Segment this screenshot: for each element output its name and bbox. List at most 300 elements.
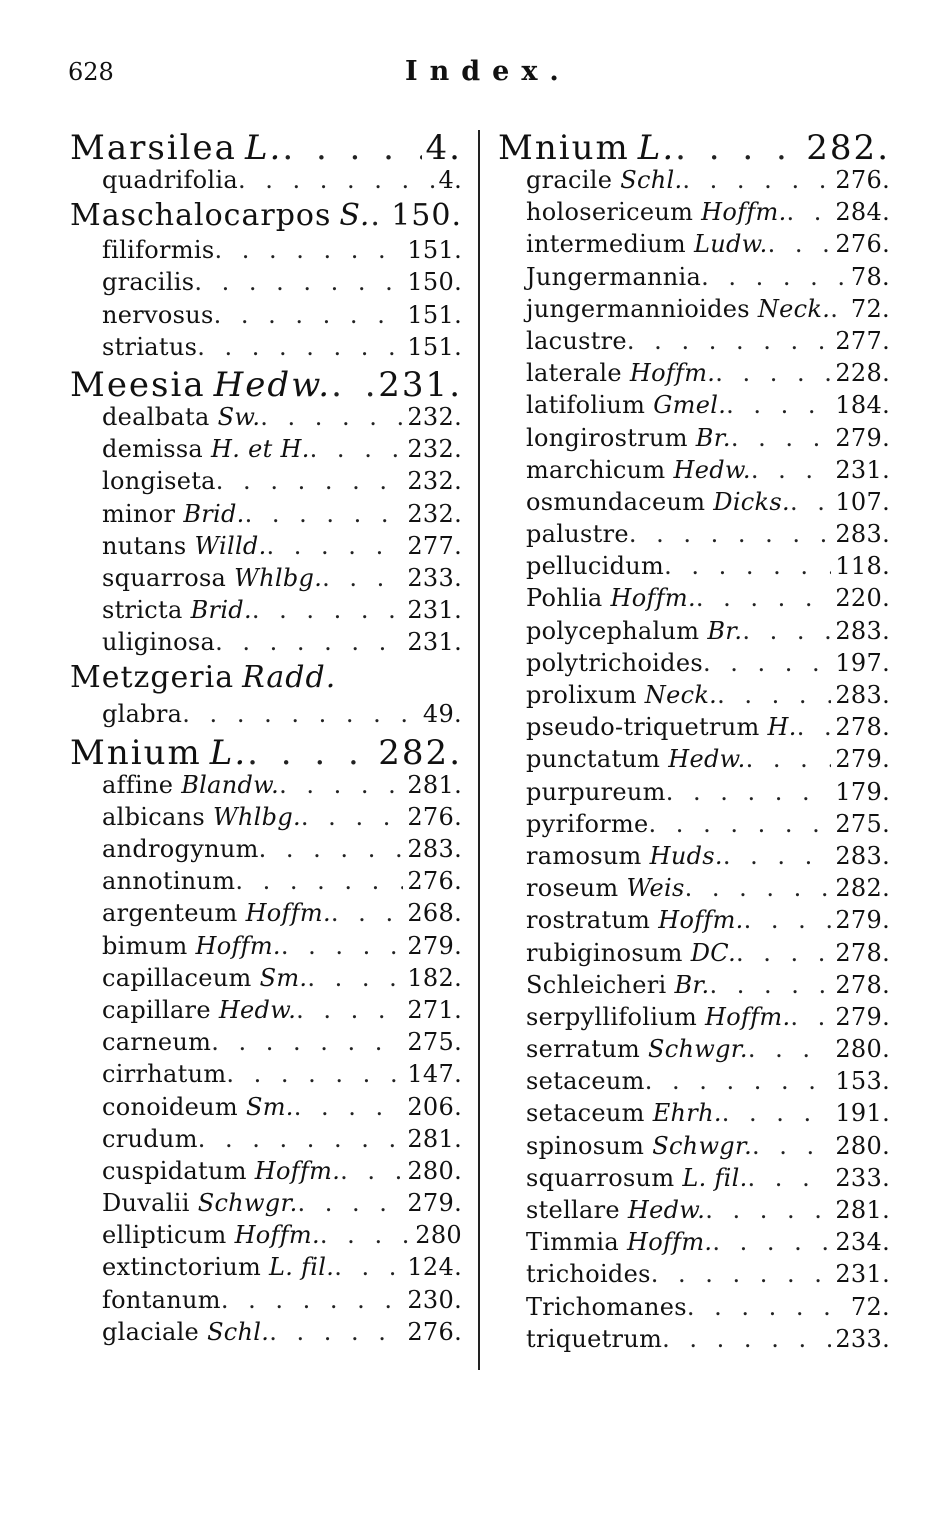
leader-dots: [736, 939, 831, 967]
leader-dots: [664, 552, 831, 580]
entry-author: Willd.: [194, 531, 267, 560]
leader-dots: [294, 1093, 404, 1121]
entry-page-ref: 232.: [407, 467, 462, 496]
entry-page-ref: 271.: [407, 995, 462, 1024]
leader-dots: [722, 1099, 832, 1127]
entry-author: L.: [244, 128, 283, 166]
leader-dots: [245, 500, 404, 528]
entry-name: Metzgeria: [70, 660, 235, 696]
entry-name: gracilis: [102, 268, 195, 297]
leader-dots: [370, 198, 387, 233]
entry-name: longirostrum: [526, 423, 688, 452]
entry-name: laterale: [526, 359, 622, 388]
entry-page-ref: 279.: [835, 423, 890, 452]
entry-name: annotinum: [102, 867, 236, 896]
entry-name: filiformis: [102, 236, 215, 265]
species-entry: [498, 488, 890, 520]
entry-page-ref: 278.: [835, 938, 890, 967]
species-entry: [70, 700, 462, 732]
entry-page-ref: 191.: [835, 1099, 890, 1128]
species-entry: [498, 1132, 890, 1164]
species-entry: [498, 617, 890, 649]
leader-dots: [748, 1035, 832, 1063]
leader-dots: [267, 532, 404, 560]
leader-dots: [331, 365, 374, 403]
species-entry: [70, 268, 462, 300]
entry-author: L.: [637, 128, 676, 166]
leader-dots: [790, 488, 831, 516]
leader-dots: [703, 649, 831, 677]
entry-author: Brid.: [183, 499, 245, 528]
entry-page-ref: 277.: [835, 326, 890, 355]
leader-dots: [768, 230, 832, 258]
species-entry: [498, 1325, 890, 1357]
leader-dots: [281, 932, 404, 960]
species-entry: [70, 1060, 462, 1092]
species-entry: [498, 1293, 890, 1325]
species-entry: [498, 359, 890, 391]
entry-name: spinosum: [526, 1131, 645, 1160]
entry-page-ref: 281.: [407, 1124, 462, 1153]
leader-dots: [259, 835, 404, 863]
entry-author: H. et H.: [211, 435, 310, 464]
entry-author: Br.: [674, 970, 710, 999]
entry-name: rubiginosum: [526, 938, 683, 967]
entry-name: Pohlia: [526, 584, 603, 613]
leader-dots: [221, 1286, 404, 1314]
entry-page-ref: 147.: [407, 1060, 462, 1089]
entry-page-ref: 276.: [407, 1317, 462, 1346]
entry-page-ref: 118.: [835, 552, 890, 581]
entry-name: osmundaceum: [526, 487, 706, 516]
species-entry: [498, 295, 890, 327]
entry-author: Hoffm.: [254, 1156, 341, 1185]
entry-name: setaceum: [526, 1067, 645, 1096]
species-entry: [70, 166, 462, 198]
entry-author: Weis: [626, 874, 685, 903]
entry-page-ref: 280.: [835, 1131, 890, 1160]
entry-page-ref: 78.: [850, 262, 890, 291]
entry-name: affine: [102, 770, 174, 799]
species-entry: [70, 1028, 462, 1060]
genus-entry: [70, 198, 462, 236]
species-entry: [70, 532, 462, 564]
species-entry: [498, 456, 890, 488]
entry-name: palustre: [526, 520, 629, 549]
species-entry: [498, 520, 890, 552]
leader-dots: [235, 867, 403, 895]
leader-dots: [340, 1157, 403, 1185]
species-entry: [70, 333, 462, 365]
leader-dots: [712, 1228, 831, 1256]
entry-page-ref: 4.: [425, 128, 462, 166]
leader-dots: [282, 128, 421, 166]
leader-dots: [717, 681, 831, 709]
species-entry: [498, 1035, 890, 1067]
leader-dots: [320, 1221, 411, 1249]
leader-dots: [742, 617, 831, 645]
entry-page-ref: 197.: [835, 648, 890, 677]
entry-name: trichoides: [526, 1260, 651, 1289]
species-entry: [70, 1253, 462, 1285]
species-entry: [70, 1093, 462, 1125]
species-entry: [70, 596, 462, 628]
entry-author: Schwgr.: [648, 1035, 748, 1064]
entry-page-ref: 72.: [850, 1292, 890, 1321]
entry-name: gracile: [526, 166, 613, 194]
leader-dots: [216, 467, 404, 495]
leader-dots: [215, 628, 403, 656]
entry-page-ref: 284.: [835, 198, 890, 227]
leader-dots: [696, 584, 831, 612]
entry-page-ref: 276.: [835, 166, 890, 194]
entry-author: S.: [339, 198, 371, 234]
entry-page-ref: 151.: [407, 332, 462, 361]
species-entry: [70, 1318, 462, 1350]
species-entry: [498, 391, 890, 423]
species-entry: [498, 810, 890, 842]
entry-page-ref: 279.: [835, 1002, 890, 1031]
entry-author: Hoffm.: [658, 906, 744, 935]
entry-name: glabra: [102, 700, 183, 729]
genus-entry: [498, 128, 890, 166]
entry-author: Hoffm.: [705, 1002, 791, 1031]
species-entry: [498, 1067, 890, 1099]
entry-name: squarrosa: [102, 563, 227, 592]
entry-name: bimum: [102, 931, 188, 960]
leader-dots: [307, 964, 403, 992]
leader-dots: [662, 1325, 831, 1353]
entry-page-ref: 231.: [407, 628, 462, 657]
entry-author: Br.: [707, 616, 743, 645]
species-entry: [70, 467, 462, 499]
entry-name: striatus: [102, 332, 198, 361]
entry-author: Hedw.: [668, 745, 746, 774]
species-entry: [70, 1189, 462, 1221]
entry-author: Hedw.: [213, 364, 332, 403]
species-entry: [498, 1099, 890, 1131]
leader-dots: [198, 1125, 404, 1153]
entry-author: Ehrh.: [652, 1099, 722, 1128]
leader-dots: [787, 198, 832, 226]
entry-author: Sm.: [259, 963, 308, 992]
genus-entry: [70, 733, 462, 771]
entry-name: capillaceum: [102, 963, 252, 992]
species-entry: [70, 1286, 462, 1318]
index-column-right: [498, 128, 890, 1357]
species-entry: [498, 649, 890, 681]
leader-dots: [645, 1067, 832, 1095]
entry-name: Jungermannia: [526, 262, 702, 291]
leader-dots: [279, 771, 403, 799]
species-entry: [498, 552, 890, 584]
entry-name: holosericeum: [526, 198, 694, 227]
entry-name: longiseta: [102, 467, 216, 496]
column-divider: [478, 130, 480, 1370]
leader-dots: [649, 810, 832, 838]
species-entry: [498, 166, 890, 198]
entry-author: Ludw.: [693, 230, 768, 259]
leader-dots: [830, 295, 847, 323]
entry-name: cirrhatum: [102, 1060, 227, 1089]
leader-dots: [666, 778, 832, 806]
species-entry: [498, 230, 890, 262]
species-entry: [70, 236, 462, 268]
genus-entry: [70, 365, 462, 403]
leader-dots: [687, 1293, 847, 1321]
entry-name: punctatum: [526, 745, 661, 774]
leader-dots: [744, 906, 832, 934]
species-entry: [70, 435, 462, 467]
species-entry: [498, 1003, 890, 1035]
entry-author: Gmel.: [653, 391, 727, 420]
entry-author: Hedw.: [218, 995, 297, 1024]
entry-name: conoideum: [102, 1092, 238, 1121]
species-entry: [498, 1196, 890, 1228]
entry-name: Duvalii: [102, 1189, 190, 1218]
entry-name: rostratum: [526, 906, 651, 935]
species-entry: [498, 681, 890, 713]
entry-page-ref: 275.: [835, 809, 890, 838]
entry-page-ref: 230.: [407, 1285, 462, 1314]
entry-name: squarrosum: [526, 1163, 675, 1192]
entry-name: roseum: [526, 874, 619, 903]
entry-page-ref: 277.: [407, 531, 462, 560]
entry-name: demissa: [102, 435, 204, 464]
entry-author: Schwgr.: [197, 1189, 298, 1218]
leader-dots: [260, 403, 403, 431]
entry-name: purpureum: [526, 777, 666, 806]
entry-name: crudum: [102, 1124, 198, 1153]
entry-page-ref: 184.: [835, 391, 890, 420]
species-entry: [70, 1221, 462, 1253]
leader-dots: [651, 1260, 832, 1288]
species-entry: [498, 327, 890, 359]
entry-name: triquetrum: [526, 1324, 663, 1353]
page-number: 628: [68, 58, 114, 86]
leader-dots: [701, 263, 847, 291]
entry-page-ref: 232.: [407, 499, 462, 528]
species-entry: [498, 745, 890, 777]
entry-page-ref: 124.: [407, 1253, 462, 1282]
entry-page-ref: 282.: [378, 732, 462, 771]
entry-name: ellipticum: [102, 1221, 227, 1250]
entry-name: latifolium: [526, 391, 646, 420]
leader-dots: [214, 236, 403, 264]
entry-name: Maschalocarpos: [70, 198, 332, 234]
leader-dots: [226, 1060, 403, 1088]
species-entry: [70, 301, 462, 333]
leader-dots: [731, 424, 832, 452]
entry-name: Trichomanes: [526, 1292, 687, 1321]
leader-dots: [723, 842, 832, 870]
entry-page-ref: 278.: [835, 970, 890, 999]
entry-name: polytrichoides: [526, 648, 703, 677]
entry-page-ref: 233.: [835, 1324, 890, 1353]
entry-author: Hoffm.: [629, 359, 716, 388]
entry-page-ref: 72.: [850, 294, 890, 323]
entry-page-ref: 283.: [835, 681, 890, 709]
species-entry: [498, 971, 890, 1003]
entry-page-ref: 220.: [835, 584, 890, 613]
leader-dots: [629, 520, 832, 548]
entry-page-ref: 150.: [391, 198, 462, 234]
entry-author: H.: [767, 713, 797, 742]
entry-page-ref: 228.: [835, 359, 890, 388]
species-entry: [498, 939, 890, 971]
entry-page-ref: 107.: [835, 487, 890, 516]
leader-dots: [751, 456, 832, 484]
entry-page-ref: 231.: [407, 596, 462, 625]
entry-author: Hoffm.: [234, 1221, 320, 1250]
entry-author: DC.: [690, 938, 737, 967]
entry-name: Meesia: [70, 364, 206, 403]
leader-dots: [322, 564, 403, 592]
species-entry: [498, 198, 890, 230]
leader-dots: [682, 166, 831, 194]
species-entry: [498, 1260, 890, 1292]
entry-name: marchicum: [526, 455, 666, 484]
entry-author: Dicks.: [713, 487, 790, 516]
entry-page-ref: 283.: [407, 835, 462, 863]
entry-name: stricta: [102, 596, 183, 625]
entry-page-ref: 279.: [835, 745, 890, 774]
species-entry: [70, 500, 462, 532]
entry-author: Neck.: [757, 294, 831, 323]
species-entry: [498, 874, 890, 906]
genus-entry: [70, 128, 462, 166]
leader-dots: [705, 1196, 831, 1224]
species-entry: [70, 899, 462, 931]
entry-name: dealbata: [102, 402, 210, 431]
species-entry: [70, 628, 462, 660]
entry-name: minor: [102, 499, 176, 528]
entry-name: prolixum: [526, 681, 637, 709]
entry-name: serpyllifolium: [526, 1002, 698, 1031]
species-entry: [70, 1125, 462, 1157]
entry-page-ref: 153.: [835, 1067, 890, 1096]
entry-author: Sw.: [217, 402, 261, 431]
species-entry: [70, 964, 462, 996]
entry-name: pellucidum: [526, 552, 665, 581]
species-entry: [498, 778, 890, 810]
leader-dots: [746, 745, 832, 773]
entry-page-ref: 283.: [835, 520, 890, 549]
entry-name: uliginosa: [102, 628, 216, 657]
entry-author: Whlbg.: [234, 563, 323, 592]
entry-page-ref: 280.: [835, 1035, 890, 1064]
entry-name: lacustre: [526, 326, 627, 355]
entry-name: serratum: [526, 1035, 641, 1064]
species-entry: [498, 713, 890, 745]
entry-page-ref: 276.: [407, 802, 462, 831]
entry-name: polycephalum: [526, 616, 700, 645]
entry-author: Hoffm.: [626, 1228, 713, 1257]
leader-dots: [194, 268, 403, 296]
entry-name: nervosus: [102, 300, 214, 329]
leader-dots: [627, 327, 831, 355]
entry-name: cuspidatum: [102, 1156, 247, 1185]
entry-author: Blandw.: [181, 770, 280, 799]
entry-author: Hoffm.: [701, 198, 787, 227]
leader-dots: [197, 333, 403, 361]
leader-dots: [790, 1003, 831, 1031]
entry-author: Brid.: [190, 596, 252, 625]
entry-name: nutans: [102, 531, 187, 560]
leader-dots: [752, 1132, 831, 1160]
entry-author: Neck.: [644, 681, 718, 709]
entry-author: L. fil.: [269, 1253, 335, 1282]
leader-dots: [715, 359, 831, 387]
entry-author: Br.: [695, 423, 731, 452]
species-entry: [70, 932, 462, 964]
entry-page-ref: 282.: [835, 874, 890, 903]
leader-dots: [252, 596, 403, 624]
entry-name: Timmia: [526, 1228, 619, 1257]
entry-page-ref: 206.: [407, 1092, 462, 1121]
species-entry: [70, 1157, 462, 1189]
leader-dots: [301, 803, 403, 831]
entry-page-ref: 279.: [407, 931, 462, 960]
entry-name: quadrifolia: [102, 166, 238, 194]
entry-page-ref: 234.: [835, 1228, 890, 1257]
species-entry: [70, 771, 462, 803]
leader-dots: [296, 996, 403, 1024]
entry-page-ref: 276.: [835, 230, 890, 259]
entry-name: Schleicheri: [526, 970, 667, 999]
entry-name: Marsilea: [70, 128, 237, 166]
species-entry: [498, 842, 890, 874]
genus-entry: [70, 660, 462, 700]
entry-page-ref: 233.: [407, 563, 462, 592]
leader-dots: [709, 971, 831, 999]
leader-dots: [748, 1164, 832, 1192]
index-column-left: [70, 128, 462, 1350]
entry-name: albicans: [102, 802, 205, 831]
entry-author: Sm.: [245, 1092, 294, 1121]
entry-author: Schl.: [620, 166, 683, 194]
species-entry: [70, 564, 462, 596]
species-entry: [70, 403, 462, 435]
entry-author: L. fil.: [682, 1163, 748, 1192]
entry-page-ref: 151.: [407, 236, 462, 265]
leader-dots: [675, 128, 802, 166]
leader-dots: [797, 713, 832, 741]
entry-name: Mnium: [70, 732, 202, 771]
entry-page-ref: 282.: [806, 128, 890, 166]
entry-page-ref: 275.: [407, 1028, 462, 1057]
entry-page-ref: 4.: [438, 166, 462, 194]
entry-name: androgynum: [102, 835, 259, 863]
leader-dots: [247, 733, 374, 771]
entry-name: extinctorium: [102, 1253, 262, 1282]
entry-author: Huds.: [649, 841, 723, 870]
entry-page-ref: 283.: [835, 616, 890, 645]
entry-page-ref: 281.: [407, 770, 462, 799]
entry-name: jungermannioides: [526, 294, 750, 323]
leader-dots: [182, 700, 419, 728]
entry-page-ref: 280.: [407, 1156, 462, 1185]
leader-dots: [214, 301, 404, 329]
entry-page-ref: 233.: [835, 1163, 890, 1192]
entry-author: Hedw.: [627, 1196, 706, 1224]
entry-name: argenteum: [102, 899, 238, 928]
entry-author: Hedw.: [673, 455, 751, 484]
running-head: Index.: [405, 56, 571, 87]
leader-dots: [298, 1189, 404, 1217]
entry-author: L.: [209, 732, 248, 771]
species-entry: [498, 424, 890, 456]
